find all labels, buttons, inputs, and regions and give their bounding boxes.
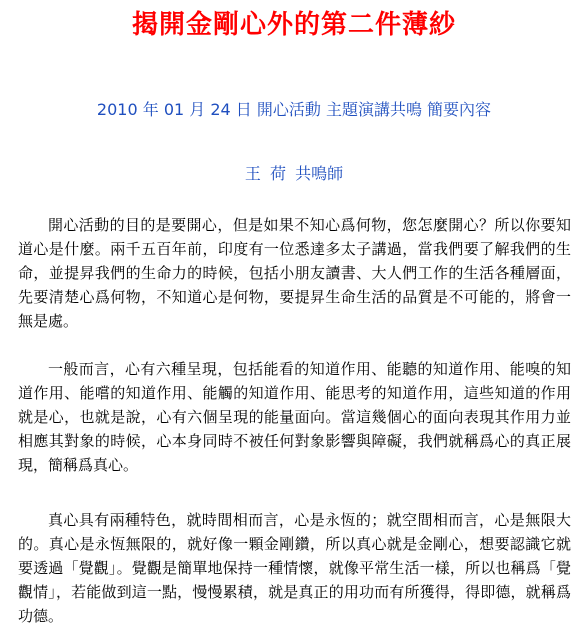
speaker-name: 王 荷 共鳴師 bbox=[244, 164, 344, 183]
event-subtitle: 2010 年 01 月 24 日 開心活動 主題演講共鳴 簡要內容 bbox=[96, 100, 492, 119]
paragraph-1: 開心活動的目的是要開心，但是如果不知心爲何物，您怎麼開心？所以你要知道心是什麼。兩千五百年前，印度有一位悉達多太子講過，當我們要了解我們的生命，並提昇我們的生命力的時候，包括小朋友讀書、大人們工作的生活各種層面，先要清楚心爲何物，不知道心是何物，要提昇生命生活的品質是不可能的，將會一無是處。 bbox=[18, 216, 571, 330]
document-title: 揭開金剛心外的第二件薄紗 bbox=[131, 10, 456, 40]
paragraph-3: 真心具有兩種特色，就時間相而言，心是永恆的；就空間相而言，心是無限大的。真心是永恆無限的，就好像一顆金剛鑽，所以真心就是金剛心，想要認識它就要透過「覺觀」。覺觀是簡單地保持一種情懷，就像平常生活一樣，所以也稱爲「覺觀情」，若能做到這一點，慢慢累積，就是真正的用功而有所獲得，得即德，就稱爲功德。 bbox=[18, 511, 571, 625]
paragraph-2: 一般而言，心有六種呈現，包括能看的知道作用、能聽的知道作用、能嗅的知道作用、能嚐的知道作用、能觸的知道作用、能思考的知道作用，這些知道的作用就是心，也就是說，心有六個呈現的能量面向。當這幾個心的面向表現其作用力並相應其對象的時候，心本身同時不被任何對象影響與障礙，我們就稱爲心的真正展現，簡稱爲真心。 bbox=[18, 360, 571, 474]
